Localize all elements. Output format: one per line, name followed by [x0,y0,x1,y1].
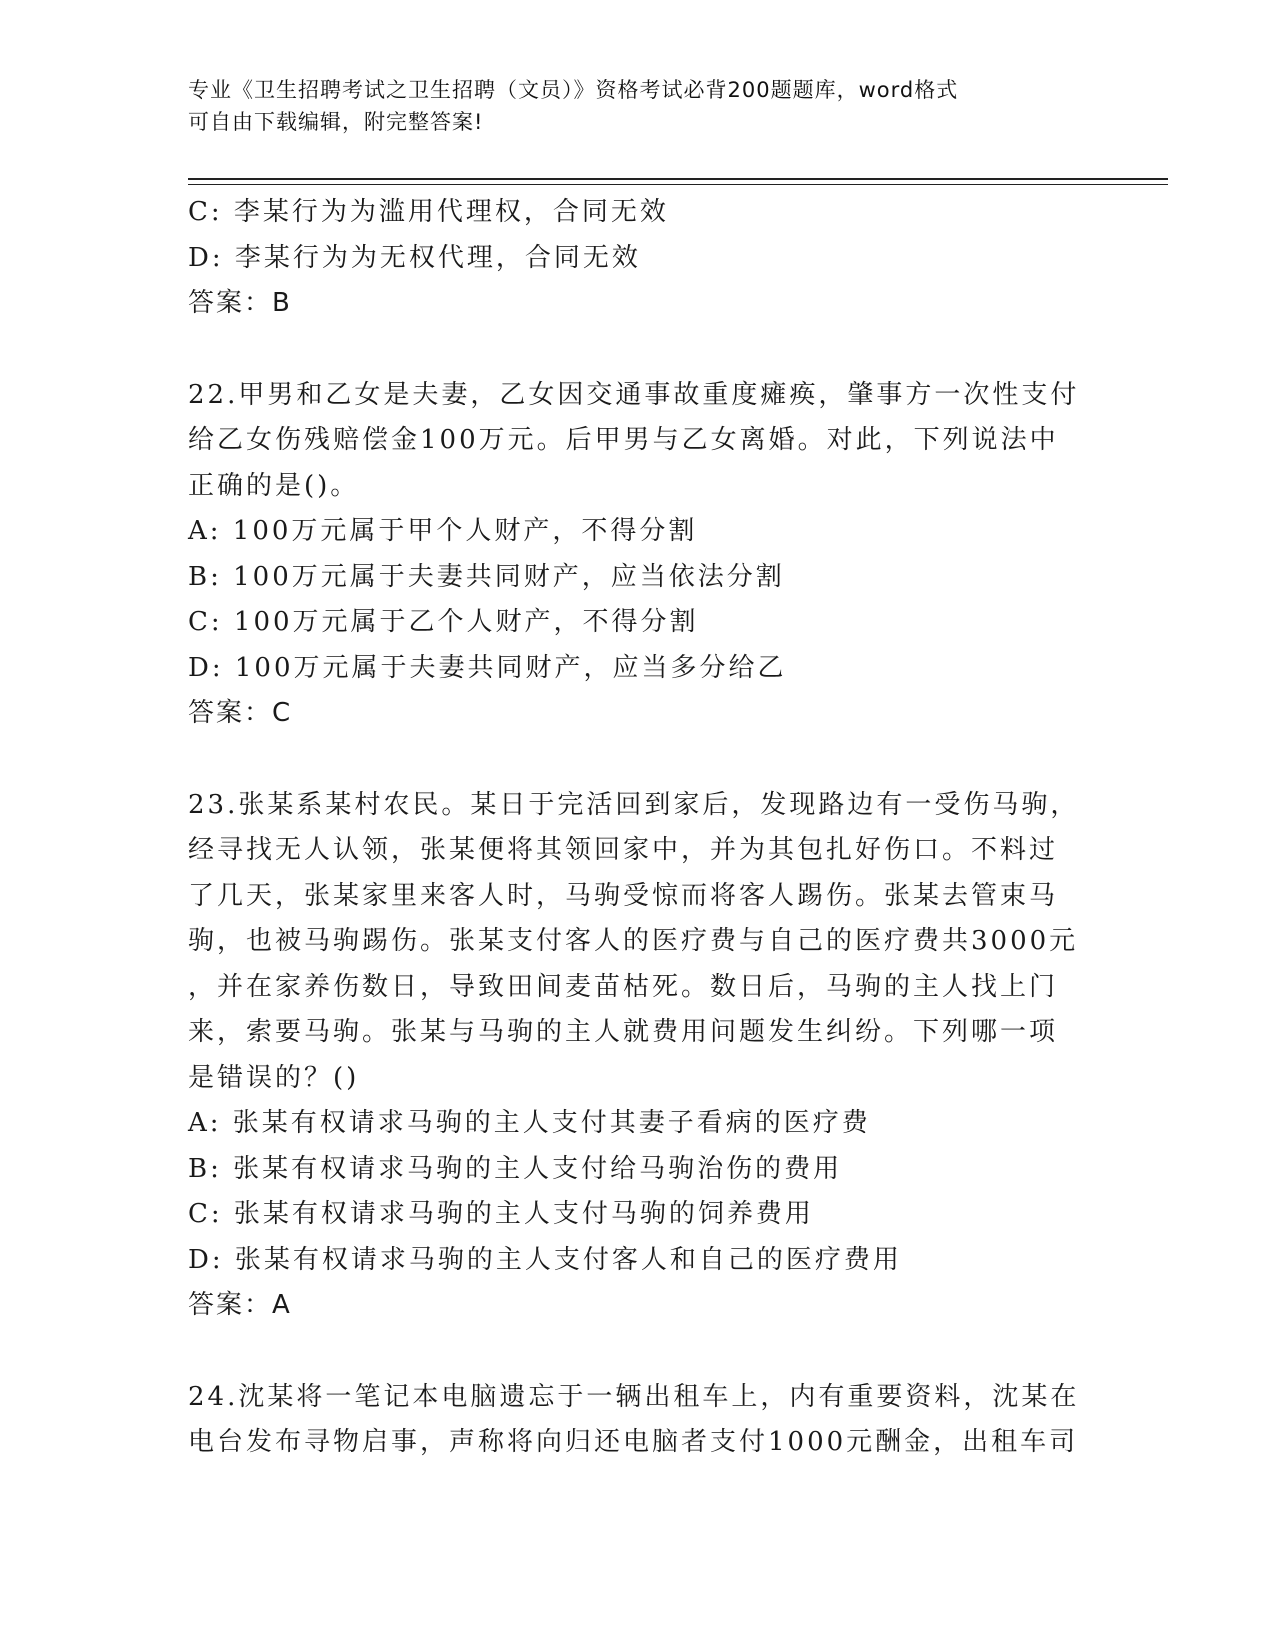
option-c: C: 张某有权请求马驹的主人支付马驹的饲养费用 [188,1199,814,1229]
question-stem-line: 23.张某系某村农民。某日于完活回到家后，发现路边有一受伤马驹， [188,789,1080,820]
option-d: D: 张某有权请求马驹的主人支付客人和自己的医疗费用 [188,1244,902,1275]
header-divider-thin [188,184,1168,185]
answer: 答案：A [188,1290,292,1320]
option-c: C: 100万元属于乙个人财产，不得分割 [188,607,699,637]
spacer [188,327,1078,373]
question-21 [188,190,1078,327]
question-stem-line: 来，索要马驹。张某与马驹的主人就费用问题发生纠纷。下列哪一项 [188,1017,1059,1047]
header-divider-thick [188,178,1168,180]
option-d: D: 李某行为为无权代理，合同无效 [188,242,641,273]
question-stem-line: ，并在家养伤数日，导致田间麦苗枯死。数日后，马驹的主人找上门 [188,971,1059,1002]
question-stem-line: 驹，也被马驹踢伤。张某支付客人的医疗费与自己的医疗费共3000元 [188,926,1079,956]
question-23 [188,783,1078,1329]
option-d: D: 100万元属于夫妻共同财产，应当多分给乙 [188,652,787,683]
question-stem-line: 经寻找无人认领，张某便将其领回家中，并为其包扎好伤口。不料过 [188,835,1059,865]
question-stem-line: 正确的是()。 [188,470,360,501]
answer: 答案：B [188,288,292,318]
option-c: C: 李某行为为滥用代理权，合同无效 [188,197,669,227]
option-b: B: 100万元属于夫妻共同财产，应当依法分割 [188,561,785,592]
spacer [188,1329,1078,1375]
header-title-line-1: 专业《卫生招聘考试之卫生招聘（文员）》资格考试必背200题题库，word格式 [188,78,959,102]
spacer [188,737,1078,783]
question-stem-line: 22.甲男和乙女是夫妻，乙女因交通事故重度瘫痪，肇事方一次性支付 [188,379,1080,410]
option-a: A: 张某有权请求马驹的主人支付其妻子看病的医疗费 [188,1108,871,1138]
answer: 答案：C [188,698,293,728]
question-stem-line: 了几天，张某家里来客人时，马驹受惊而将客人踢伤。张某去管束马 [188,880,1059,911]
document-header [188,74,1108,138]
option-a: A: 100万元属于甲个人财产，不得分割 [188,516,698,546]
question-stem-line: 24.沈某将一笔记本电脑遗忘于一辆出租车上，内有重要资料，沈某在 [188,1381,1080,1412]
question-stem-line: 是错误的？() [188,1062,360,1093]
option-b: B: 张某有权请求马驹的主人支付给马驹治伤的费用 [188,1153,843,1184]
question-24 [188,1375,1078,1466]
question-stem-line: 电台发布寻物启事，声称将向归还电脑者支付1000元酬金，出租车司 [188,1427,1079,1457]
question-stem-line: 给乙女伤残赔偿金100万元。后甲男与乙女离婚。对此，下列说法中 [188,425,1059,455]
header-title-line-2: 可自由下载编辑，附完整答案! [188,110,484,134]
question-content [188,190,1078,1466]
question-22 [188,373,1078,737]
